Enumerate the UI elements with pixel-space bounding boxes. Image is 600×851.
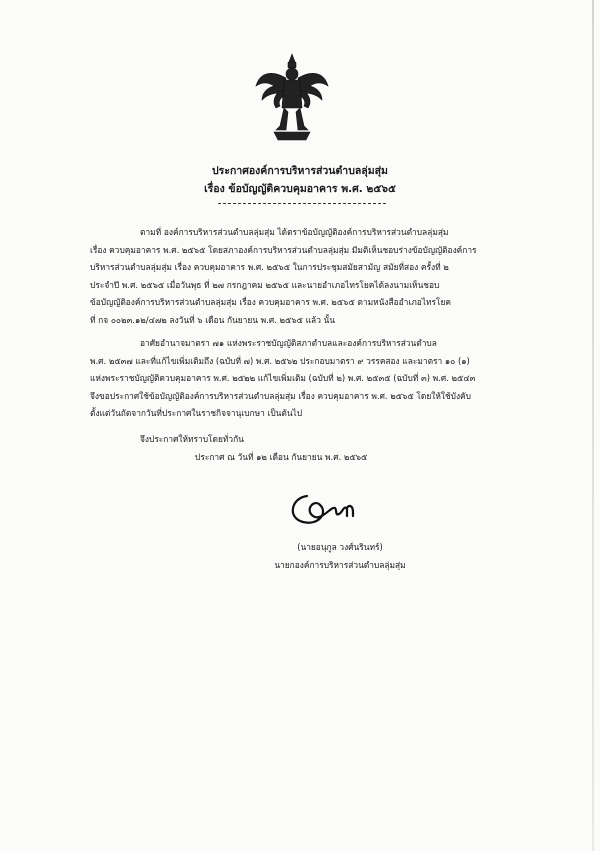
paragraph-authority <box>90 335 530 423</box>
text-line: จึงประกาศให้ทราบโดยทั่วกัน <box>140 434 244 444</box>
text-line: บริหารส่วนตำบลลุ่มสุ่ม เรื่อง ควบคุมอาคาร พ.ศ. ๒๕๖๕ ในการประชุมสมัยสามัญ สมัยที่สอง ครั้งที่ ๒ <box>90 262 449 272</box>
handwritten-signature-icon <box>285 488 365 528</box>
text-line: ประจำปี พ.ศ. ๒๕๖๕ เมื่อวันพุธ ที่ ๒๗ กรกฎาคม ๒๕๖๕ และนายอำเภอไทรโยคได้ลงนามเห็นชอบ <box>90 279 440 290</box>
signer-name: (นายอนุกูล วงศ์นรินทร์) <box>297 542 383 552</box>
text-line: แห่งพระราชบัญญัติควบคุมอาคาร พ.ศ. ๒๕๒๒ แก้ไขเพิ่มเติม (ฉบับที่ ๒) พ.ศ. ๒๕๓๕ (ฉบับที่ ๓) พ.ศ. ๒๕๔๓ <box>90 373 476 383</box>
document-subject: เรื่อง ข้อบัญญัติควบคุมอาคาร พ.ศ. ๒๕๖๕ <box>204 183 396 195</box>
paragraph-background <box>90 224 530 329</box>
text-line: ตามที่ องค์การบริหารส่วนตำบลลุ่มสุ่ม ได้ตราข้อบัญญัติองค์การบริหารส่วนตำบลลุ่มสุ่ม <box>140 227 449 237</box>
text-line: ข้อบัญญัติองค์การบริหารส่วนตำบลลุ่มสุ่ม เรื่อง ควบคุมอาคาร พ.ศ. ๒๕๖๕ ตามหนังสืออำเภอไทรโยค <box>90 297 451 307</box>
signer-position: นายกองค์การบริหารส่วนตำบลลุ่มสุ่ม <box>274 560 406 570</box>
page-edge-shadow <box>592 0 594 851</box>
text-line: อาศัยอำนาจมาตรา ๗๑ แห่งพระราชบัญญัติสภาตำบลและองค์การบริหารส่วนตำบล <box>140 338 437 348</box>
title-divider <box>218 203 386 204</box>
announcement-date: ประกาศ ณ วันที่ ๑๒ เดือน กันยายน พ.ศ. ๒๕๖๕ <box>195 452 368 462</box>
text-line: ที่ กจ ๐๐๒๓.๑๒/๔๗๒ ลงวันที่ ๖ เดือน กันยายน พ.ศ. ๒๕๖๕ แล้ว นั้น <box>90 314 336 325</box>
paragraph-notice <box>90 431 530 449</box>
text-line: เรื่อง ควบคุมอาคาร พ.ศ. ๒๕๖๕ โดยสภาองค์การบริหารส่วนตำบลลุ่มสุ่ม มีมติเห็นชอบร่างข้อบัญญัติองค์การ <box>90 244 477 255</box>
document-title: ประกาศองค์การบริหารส่วนตำบลลุ่มสุ่ม <box>212 165 388 177</box>
text-line: ตั้งแต่วันถัดจากวันที่ประกาศในราชกิจจานุเบกษา เป็นต้นไป <box>90 408 303 418</box>
garuda-emblem-icon <box>252 50 332 146</box>
text-line: พ.ศ. ๒๕๓๗ และที่แก้ไขเพิ่มเติมถึง (ฉบับที่ ๗) พ.ศ. ๒๕๖๒ ประกอบมาตรา ๙ วรรคสอง และมาตรา ๑๐ (๑) <box>90 355 470 366</box>
text-line: จึงขอประกาศใช้ข้อบัญญัติองค์การบริหารส่วนตำบลลุ่มสุ่ม เรื่อง ควบคุมอาคาร พ.ศ. ๒๕๖๕ โดยให้ใช้บังคับ <box>90 390 471 401</box>
